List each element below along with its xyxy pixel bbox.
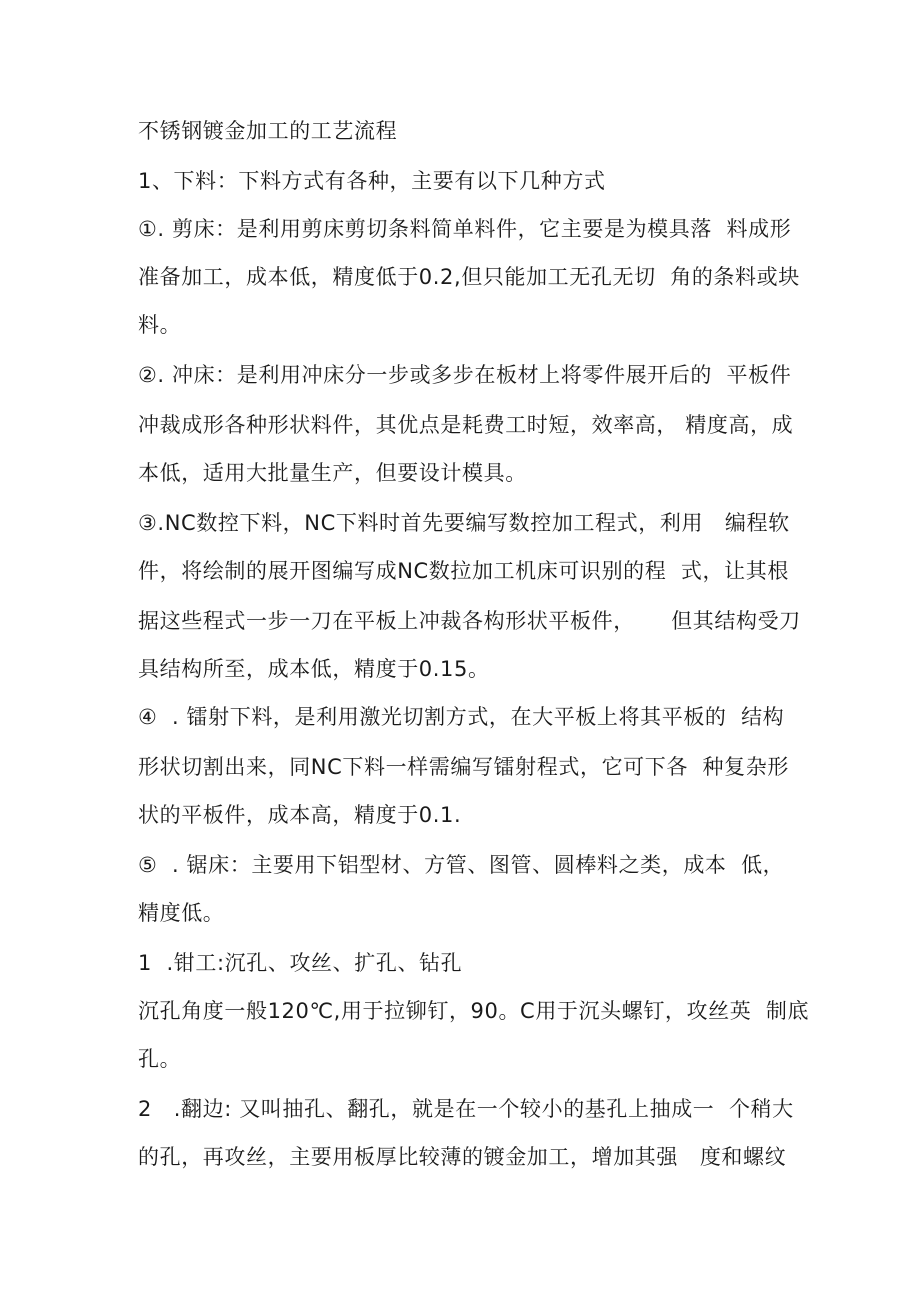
text-line: ③.NC数控下料，NC下料时首先要编写数控加工程式，利用 编程软 [138, 511, 790, 535]
document-title: 不锈钢镀金加工的工艺流程 [138, 119, 398, 143]
text-line: 的孔，再攻丝，主要用板厚比较薄的镀金加工，增加其强 度和螺纹 [138, 1145, 787, 1169]
text-line: 冲裁成形各种形状料件，其优点是耗费工时短，效率高， 精度高，成 [138, 413, 794, 437]
text-line: 具结构所至，成本低，精度于0.15。 [138, 657, 490, 681]
text-line: 料。 [138, 313, 182, 337]
text-line: 准备加工，成本低，精度低于0.2,但只能加工无孔无切 角的条料或块 [138, 265, 800, 289]
text-line: 本低，适用大批量生产，但要设计模具。 [138, 461, 527, 485]
text-line: ⑤ . 锯床：主要用下铝型材、方管、图管、圆棒料之类，成本 低， [138, 853, 785, 877]
text-line: ④ . 镭射下料，是利用激光切割方式，在大平板上将其平板的 结构 [138, 705, 785, 729]
text-line: 2 .翻边: 又叫抽孔、翻孔，就是在一个较小的基孔上抽成一 个稍大 [138, 1097, 794, 1121]
text-line: 形状切割出来，同NC下料一样需编写镭射程式，它可下各 种复杂形 [138, 755, 789, 779]
text-line: 件，将绘制的展开图编写成NC数拉加工机床可识别的程 式，让其根 [138, 559, 789, 583]
text-line: 1、下料：下料方式有各种，主要有以下几种方式 [138, 169, 606, 193]
text-line: 沉孔角度一般120℃,用于拉铆钉，90。C用于沉头螺钉，攻丝英 制底 [138, 999, 810, 1023]
text-line: 精度低。 [138, 901, 225, 925]
text-line: ①. 剪床：是利用剪床剪切条料简单料件，它主要是为模具落 料成形 [138, 217, 792, 241]
text-line: 1 .钳工:沉孔、攻丝、扩孔、钻孔 [138, 951, 463, 975]
text-line: 状的平板件，成本高，精度于0.1. [138, 803, 462, 827]
text-line: ②. 冲床：是利用冲床分一步或多步在板材上将零件展开后的 平板件 [138, 363, 792, 387]
text-line: 据这些程式一步一刀在平板上冲裁各构形状平板件， 但其结构受刀 [138, 609, 801, 633]
text-line: 孔。 [138, 1047, 182, 1071]
